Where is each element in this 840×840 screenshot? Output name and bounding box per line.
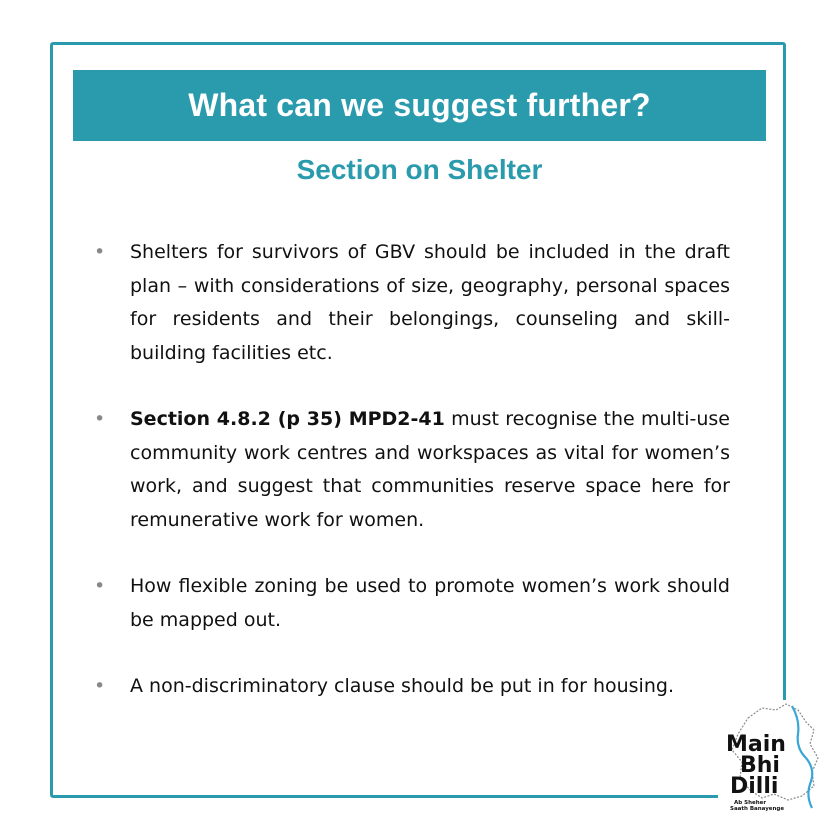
logo-tagline-1: Ab Sheher: [734, 800, 767, 806]
bullet-bold-lead: Section 4.8.2 (p 35) MPD2-41: [130, 408, 445, 430]
logo-wordmark: [726, 734, 786, 797]
logo-word-2: Bhi: [740, 753, 780, 778]
page-title: What can we suggest further?: [188, 87, 651, 123]
bullet-icon: •: [94, 408, 106, 430]
bullet-list: [94, 236, 730, 737]
bullet-icon: •: [94, 675, 106, 697]
logo-word-3: Dilli: [730, 774, 779, 799]
logo-tagline: [730, 800, 784, 812]
bullet-text: Shelters for survivors of GBV should be included in the draft plan – with considerations of size, geography, personal spaces for residents and their belongings, counseling and skill-building facilities etc.: [130, 241, 730, 364]
title-banner: [73, 70, 766, 141]
bullet-text: must recognise the multi-use community work centres and workspaces as vital for women’s work, and suggest that communities reserve space here for remunerative work for women.: [130, 408, 730, 531]
logo-tagline-2: Saath Banayenge: [730, 806, 785, 812]
bullet-text: How flexible zoning be used to promote women’s work should be mapped out.: [130, 575, 730, 631]
bullet-icon: •: [94, 241, 106, 263]
bullet-item: [94, 570, 730, 637]
bullet-text: A non-discriminatory clause should be put in for housing.: [130, 675, 674, 697]
section-subtitle: Section on Shelter: [296, 154, 543, 185]
bullet-icon: •: [94, 575, 106, 597]
bullet-item: [94, 236, 730, 370]
logo-word-1: Main: [726, 732, 786, 757]
main-bhi-dilli-logo: [718, 700, 828, 812]
bullet-item: [94, 670, 730, 704]
bullet-item: [94, 403, 730, 537]
